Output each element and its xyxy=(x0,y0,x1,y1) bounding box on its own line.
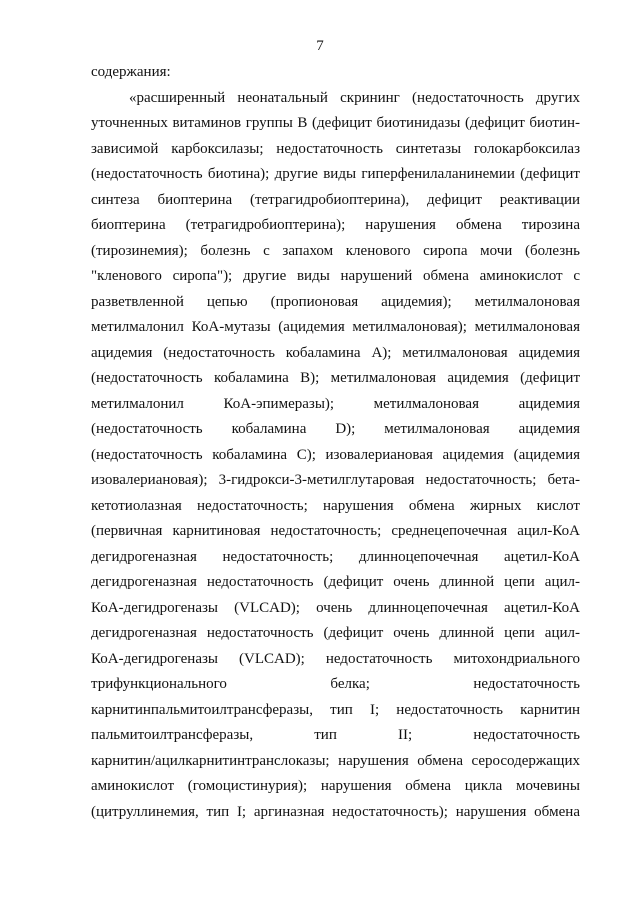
text-line: трифункционального белка; недостаточность xyxy=(91,676,580,692)
text-line: содержания: xyxy=(91,64,171,80)
text-line: биоптерина (тетрагидробиоптерина); нарушения обмена тирозина xyxy=(91,217,580,233)
text-line: синтеза биоптерина (тетрагидробиоптерина), дефицит реактивации xyxy=(91,191,580,208)
text-line: ацидемия (недостаточность кобаламина А); метилмалоновая ацидемия xyxy=(91,344,580,361)
text-line: разветвленной цепью (пропионовая ацидемия); метилмалоновая xyxy=(91,293,580,310)
text-line: изовалериановая); 3-гидрокси-3-метилглутаровая недостаточность; бета- xyxy=(91,472,580,488)
text-line: КоА-дегидрогеназы (VLCAD); недостаточность митохондриального xyxy=(91,650,580,667)
text-line: (тирозинемия); болезнь с запахом кленового сиропа мочи (болезнь xyxy=(91,242,580,259)
text-line: пальмитоилтрансферазы, тип II; недостаточность xyxy=(91,727,580,743)
text-line: "кленового сиропа"); другие виды нарушений обмена аминокислот с xyxy=(91,268,580,284)
text-line: кетотиолазная недостаточность; нарушения обмена жирных кислот xyxy=(91,497,580,514)
text-line: метилмалонил КоА-эпимеразы); метилмалоновая ацидемия xyxy=(91,395,580,412)
text-line: карнитинпальмитоилтрансферазы, тип I; недостаточность карнитин xyxy=(91,701,580,718)
text-line: (недостаточность биотина); другие виды гиперфенилаланинемии (дефицит xyxy=(91,166,580,182)
page-number: 7 xyxy=(316,38,324,54)
text-line: КоА-дегидрогеназы (VLCAD); очень длинноцепочечная ацетил-КоА xyxy=(91,599,580,616)
text-line: (недостаточность кобаламина С); изовалериановая ацидемия (ацидемия xyxy=(91,446,580,463)
text-line: дегидрогеназная недостаточность (дефицит очень длинной цепи ацил- xyxy=(91,625,580,641)
text-line: (первичная карнитиновая недостаточность; среднецепочечная ацил-КоА xyxy=(91,523,580,539)
text-line: зависимой карбоксилазы; недостаточность синтетазы голокарбоксилаз xyxy=(91,140,580,157)
text-line: аминокислот (гомоцистинурия); нарушения обмена цикла мочевины xyxy=(91,778,580,794)
text-line: метилмалонил КоА-мутазы (ацидемия метилмалоновая); метилмалоновая xyxy=(91,319,580,335)
text-line: (недостаточность кобаламина В); метилмалоновая ацидемия (дефицит xyxy=(91,370,580,386)
text-line: (недостаточность кобаламина D); метилмалоновая ацидемия xyxy=(91,421,580,437)
text-line: дегидрогеназная недостаточность; длинноцепочечная ацетил-КоА xyxy=(91,548,580,565)
text-line: «расширенный неонатальный скрининг (недостаточность других xyxy=(129,89,580,106)
text-line: уточненных витаминов группы В (дефицит биотинидазы (дефицит биотин- xyxy=(91,115,580,131)
body-text xyxy=(91,60,580,825)
text-line: карнитин/ацилкарнитинтранслоказы; нарушения обмена серосодержащих xyxy=(91,752,580,769)
text-line: дегидрогеназная недостаточность (дефицит очень длинной цепи ацил- xyxy=(91,574,580,590)
text-line: (цитруллинемия, тип I; аргиназная недостаточность); нарушения обмена xyxy=(91,803,580,820)
